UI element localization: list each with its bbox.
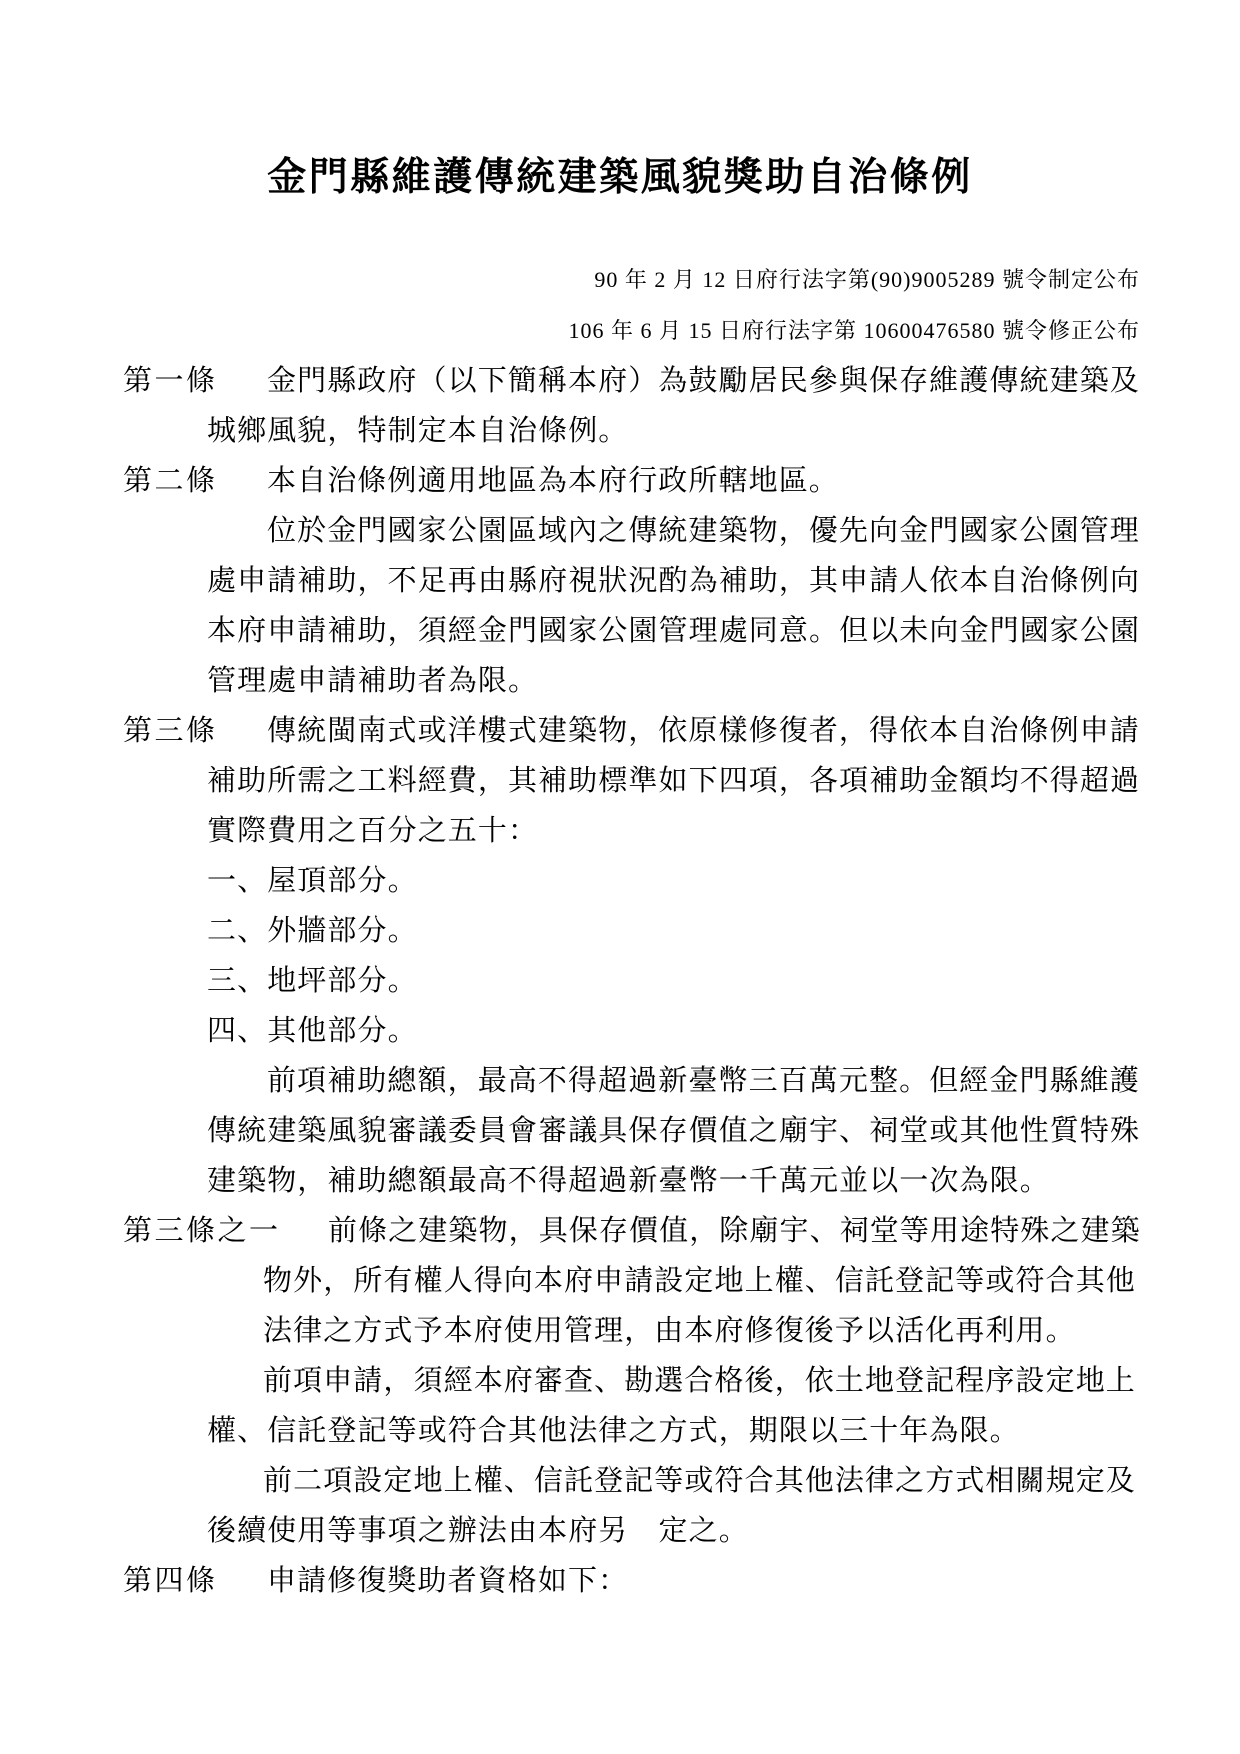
line-text: 傳統建築風貌審議委員會審議具保存價值之廟宇、祠堂或其他性質特殊	[207, 1115, 1141, 1147]
document-line	[0, 1408, 1240, 1458]
document-line	[0, 858, 1240, 908]
line-text: 四、其他部分。	[207, 1015, 418, 1047]
document-title: 金門縣維護傳統建築風貌獎助自治條例	[267, 156, 973, 199]
line-text: 本府申請補助，須經金門國家公園管理處同意。但以未向金門國家公園	[207, 615, 1141, 647]
line-text: 本自治條例適用地區為本府行政所轄地區。	[267, 465, 839, 497]
line-text: 金門縣政府（以下簡稱本府）為鼓勵居民參與保存維護傳統建築及	[267, 365, 1140, 397]
line-text: 後續使用等事項之辦法由本府另 定之。	[207, 1515, 749, 1547]
line-text: 申請修復獎助者資格如下：	[267, 1565, 629, 1597]
document-line	[0, 708, 1240, 758]
line-text: 管理處申請補助者為限。	[207, 665, 539, 697]
document-line	[0, 1258, 1240, 1308]
line-text: 實際費用之百分之五十：	[207, 815, 539, 847]
document-line	[0, 1008, 1240, 1058]
document-line	[0, 1358, 1240, 1408]
document-line	[0, 458, 1240, 508]
line-text: 物外，所有權人得向本府申請設定地上權、信託登記等或符合其他	[263, 1265, 1136, 1297]
document-line	[0, 1108, 1240, 1158]
line-text: 前二項設定地上權、信託登記等或符合其他法律之方式相關規定及	[263, 1465, 1136, 1497]
article-number: 第三條	[123, 715, 218, 747]
document-line	[0, 358, 1240, 408]
line-text: 傳統閩南式或洋樓式建築物，依原樣修復者，得依本自治條例申請	[267, 715, 1140, 747]
document-line	[0, 408, 1240, 458]
document-line	[0, 958, 1240, 1008]
line-text: 前項申請，須經本府審查、勘選合格後，依土地登記程序設定地上	[263, 1365, 1136, 1397]
line-text: 建築物，補助總額最高不得超過新臺幣一千萬元並以一次為限。	[207, 1165, 1050, 1197]
article-number: 第一條	[123, 365, 218, 397]
document-line	[0, 508, 1240, 558]
line-text: 處申請補助，不足再由縣府視狀況酌為補助，其申請人依本自治條例向	[207, 565, 1141, 597]
line-text: 三、地坪部分。	[207, 965, 418, 997]
document-line	[0, 808, 1240, 858]
line-text: 補助所需之工料經費，其補助標準如下四項，各項補助金額均不得超過	[207, 765, 1141, 797]
line-text: 位於金門國家公園區域內之傳統建築物，優先向金門國家公園管理	[267, 515, 1140, 547]
promulgation-line-1: 90 年 2 月 12 日府行法字第(90)9005289 號令制定公布	[594, 267, 1140, 292]
article-number: 第二條	[123, 465, 218, 497]
line-text: 法律之方式予本府使用管理，由本府修復後予以活化再利用。	[263, 1315, 1076, 1347]
document-line	[0, 558, 1240, 608]
line-text: 城鄉風貌，特制定本自治條例。	[207, 415, 629, 447]
article-number: 第四條	[123, 1565, 218, 1597]
document-line	[0, 1308, 1240, 1358]
document-line	[0, 758, 1240, 808]
line-text: 二、外牆部分。	[207, 915, 418, 947]
document-line	[0, 658, 1240, 708]
line-text: 一、屋頂部分。	[207, 865, 418, 897]
document-line	[0, 908, 1240, 958]
document-line	[0, 608, 1240, 658]
line-text: 權、信託登記等或符合其他法律之方式，期限以三十年為限。	[207, 1415, 1020, 1447]
document-line	[0, 1558, 1240, 1608]
promulgation-line-2: 106 年 6 月 15 日府行法字第 10600476580 號令修正公布	[568, 318, 1140, 343]
line-text: 前項補助總額，最高不得超過新臺幣三百萬元整。但經金門縣維護	[267, 1065, 1140, 1097]
document-line	[0, 1508, 1240, 1558]
article-number: 第三條之一	[123, 1215, 281, 1247]
document-line	[0, 1458, 1240, 1508]
document-line	[0, 1058, 1240, 1108]
document-line	[0, 1208, 1240, 1258]
line-text: 前條之建築物，具保存價值，除廟宇、祠堂等用途特殊之建築	[328, 1215, 1141, 1247]
document-line	[0, 1158, 1240, 1208]
